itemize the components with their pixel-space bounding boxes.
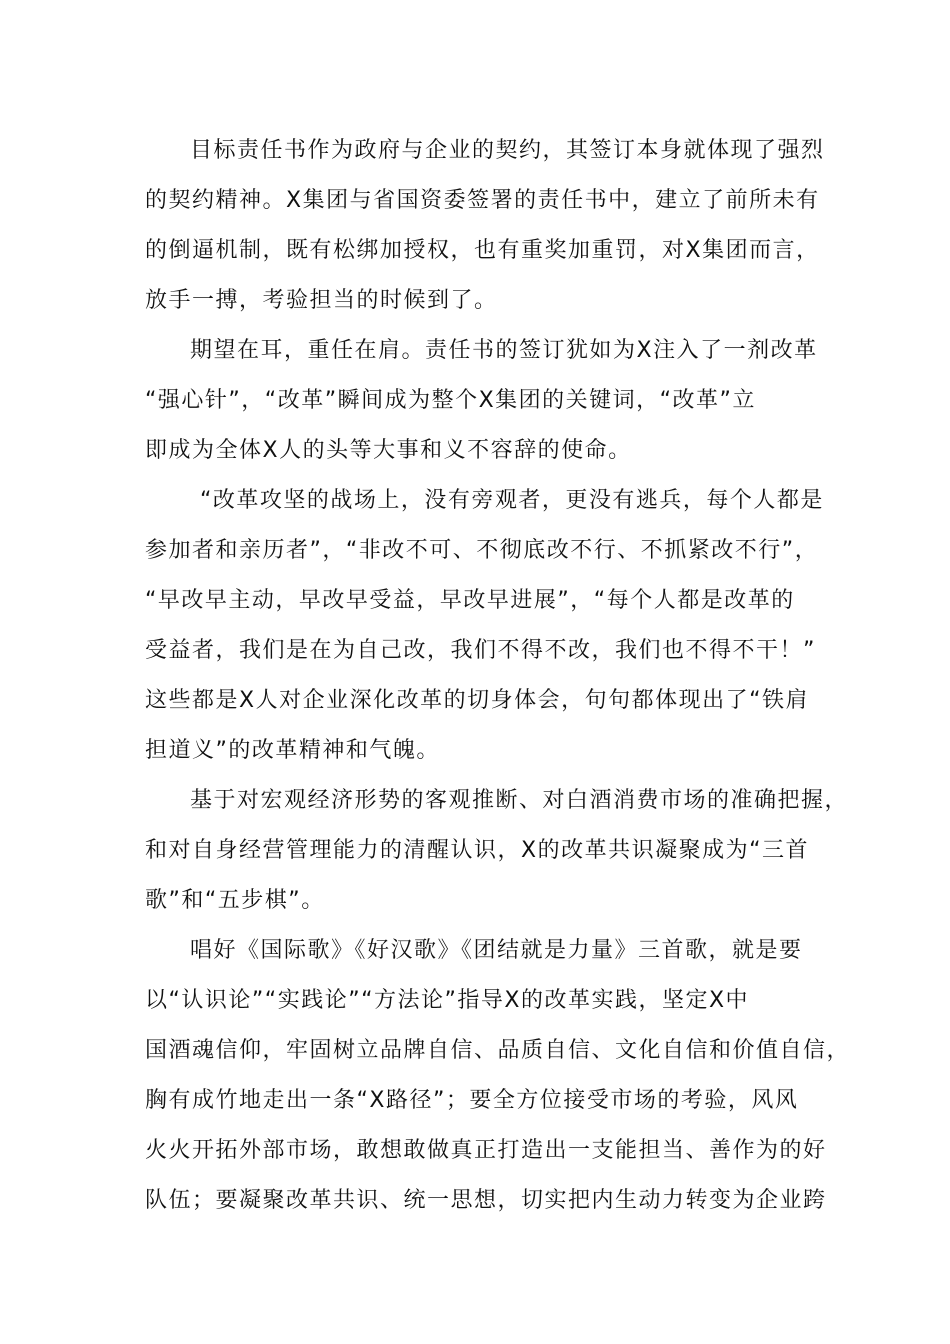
paragraph xyxy=(145,326,818,476)
text-line: 这些都是X人对企业深化改革的切身体会，句句都体现出了“铁肩 xyxy=(145,688,809,713)
text-line: “早改早主动，早改早受益，早改早进展”，“每个人都是改革的 xyxy=(145,588,795,613)
text-line: 国酒魂信仰，牢固树立品牌自信、品质自信、文化自信和价值自信， xyxy=(145,1038,851,1063)
document-body xyxy=(145,126,851,1226)
paragraph xyxy=(145,776,849,926)
text-line: “强心针”，“改革”瞬间成为整个X集团的关键词，“改革”立 xyxy=(145,388,756,413)
text-line: 歌”和“五步棋”。 xyxy=(145,888,325,913)
text-line: 胸有成竹地走出一条“X路径”；要全方位接受市场的考验，风风 xyxy=(145,1088,799,1113)
text-line: 队伍；要凝聚改革共识、统一思想，切实把内生动力转变为企业跨 xyxy=(145,1188,827,1213)
text-line: 基于对宏观经济形势的客观推断、对白酒消费市场的准确把握， xyxy=(190,788,849,813)
text-line: 的契约精神。X集团与省国资委签署的责任书中，建立了前所未有 xyxy=(145,188,820,213)
text-line: 目标责任书作为政府与企业的契约，其签订本身就体现了强烈 xyxy=(190,138,825,163)
text-line: 和对自身经营管理能力的清醒认识，X的改革共识凝聚成为“三首 xyxy=(145,838,809,863)
text-line: “改革攻坚的战场上，没有旁观者，更没有逃兵，每个人都是 xyxy=(200,488,824,513)
text-line: 参加者和亲历者”，“非改不可、不彻底改不行、不抓紧改不行”， xyxy=(145,538,819,563)
paragraph xyxy=(145,926,851,1226)
paragraph xyxy=(145,126,825,326)
text-line: 火火开拓外部市场，敢想敢做真正打造出一支能担当、善作为的好 xyxy=(145,1138,827,1163)
paragraph xyxy=(145,476,824,776)
text-line: 受益者，我们是在为自己改，我们不得不改，我们也不得不干！” xyxy=(145,638,816,663)
text-line: 即成为全体X人的头等大事和义不容辞的使命。 xyxy=(145,438,632,463)
text-line: 放手一搏，考验担当的时候到了。 xyxy=(145,288,498,313)
text-line: 担道义”的改革精神和气魄。 xyxy=(145,738,440,763)
text-line: 唱好《国际歌》《好汉歌》《团结就是力量》三首歌，就是要 xyxy=(190,938,803,963)
text-line: 期望在耳，重任在肩。责任书的签订犹如为X注入了一剂改革 xyxy=(190,338,818,363)
text-line: 以“认识论”“实践论”“方法论”指导X的改革实践，坚定X中 xyxy=(145,988,750,1013)
text-line: 的倒逼机制，既有松绑加授权，也有重奖加重罚，对X集团而言， xyxy=(145,238,820,263)
